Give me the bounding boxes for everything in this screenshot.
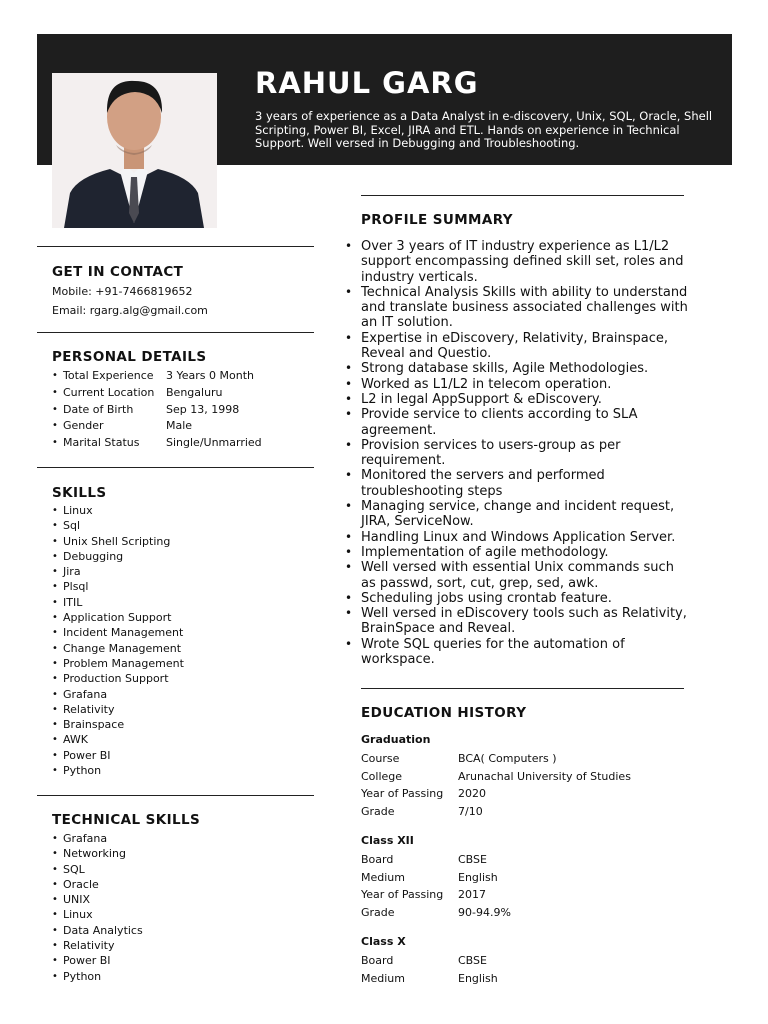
- profile-summary-list: [343, 239, 688, 667]
- detail-key: Gender: [63, 419, 104, 433]
- edu-row: [361, 871, 681, 884]
- edu-key: Grade: [361, 805, 395, 818]
- edu-value: 2017: [458, 888, 486, 901]
- edu-key: Year of Passing: [361, 888, 444, 901]
- edu-key: Grade: [361, 906, 395, 919]
- candidate-name: RAHUL GARG: [255, 66, 479, 100]
- edu-key: Medium: [361, 972, 405, 985]
- edu-key: Medium: [361, 871, 405, 884]
- edu-value: English: [458, 871, 498, 884]
- edu-value: BCA( Computers ): [458, 752, 557, 765]
- personal-detail-item: [52, 418, 312, 435]
- contact-title: GET IN CONTACT: [52, 264, 184, 280]
- detail-key: Current Location: [63, 385, 155, 399]
- skill-item: • Application Support: [52, 610, 184, 625]
- profile-summary-title: PROFILE SUMMARY: [361, 212, 513, 228]
- profile-item: • L2 in legal AppSupport & eDiscovery.: [343, 392, 688, 407]
- technical-skill-item: • Data Analytics: [52, 923, 143, 938]
- mobile-text: Mobile: +91-7466819652: [52, 285, 193, 298]
- skill-item: • Debugging: [52, 549, 184, 564]
- profile-item: • Strong database skills, Agile Methodologies.: [343, 361, 688, 376]
- technical-skill-item: • Relativity: [52, 938, 143, 953]
- class10-heading: Class X: [361, 935, 406, 948]
- edu-row: [361, 888, 681, 901]
- technical-skill-item: • SQL: [52, 862, 143, 877]
- divider: [361, 195, 684, 196]
- graduation-heading: Graduation: [361, 733, 431, 746]
- education-title: EDUCATION HISTORY: [361, 705, 527, 721]
- skill-item: • Jira: [52, 564, 184, 579]
- skill-item: • Sql: [52, 518, 184, 533]
- divider: [37, 246, 314, 247]
- skill-item: • Python: [52, 763, 184, 778]
- technical-skill-item: • Networking: [52, 846, 143, 861]
- technical-skill-item: • Python: [52, 969, 143, 984]
- profile-item: • Provide service to clients according to SLA agreement.: [343, 407, 688, 438]
- profile-item: • Handling Linux and Windows Application Server.: [343, 530, 688, 545]
- profile-item: • Managing service, change and incident request, JIRA, ServiceNow.: [343, 499, 688, 530]
- technical-skill-item: • Linux: [52, 907, 143, 922]
- skill-item: • Production Support: [52, 671, 184, 686]
- profile-item: • Provision services to users-group as per requirement.: [343, 438, 688, 469]
- edu-row: [361, 853, 681, 866]
- edu-row: [361, 787, 681, 800]
- detail-value: Male: [166, 419, 193, 433]
- edu-row: [361, 972, 681, 985]
- personal-details-title: PERSONAL DETAILS: [52, 349, 207, 365]
- edu-key: College: [361, 770, 403, 783]
- technical-skill-item: • UNIX: [52, 892, 143, 907]
- profile-item: • Scheduling jobs using crontab feature.: [343, 591, 688, 606]
- technical-skills-list: [52, 831, 143, 984]
- technical-skill-item: • Power BI: [52, 953, 143, 968]
- skill-item: • Linux: [52, 503, 184, 518]
- profile-item: • Wrote SQL queries for the automation of workspace.: [343, 637, 688, 668]
- profile-item: • Technical Analysis Skills with ability to understand and translate business associated challenges with an IT solution.: [343, 285, 688, 331]
- edu-value: CBSE: [458, 954, 487, 967]
- technical-skills-title: TECHNICAL SKILLS: [52, 812, 201, 828]
- edu-row: [361, 906, 681, 919]
- profile-item: • Implementation of agile methodology.: [343, 545, 688, 560]
- skill-item: • Brainspace: [52, 717, 184, 732]
- skill-item: • Power BI: [52, 748, 184, 763]
- skill-item: • Problem Management: [52, 656, 184, 671]
- skill-item: • Unix Shell Scripting: [52, 534, 184, 549]
- edu-value: Arunachal University of Studies: [458, 770, 631, 783]
- divider: [361, 688, 684, 689]
- profile-item: • Expertise in eDiscovery, Relativity, Brainspace, Reveal and Questio.: [343, 331, 688, 362]
- profile-item: • Monitored the servers and performed troubleshooting steps: [343, 468, 688, 499]
- skill-item: • AWK: [52, 732, 184, 747]
- edu-row: [361, 752, 681, 765]
- divider: [37, 332, 314, 333]
- detail-value: Sep 13, 1998: [166, 402, 240, 416]
- edu-row: [361, 805, 681, 818]
- profile-item: • Well versed with essential Unix commands such as passwd, sort, cut, grep, sed, awk.: [343, 560, 688, 591]
- personal-detail-item: [52, 368, 312, 385]
- edu-value: CBSE: [458, 853, 487, 866]
- detail-key: Marital Status: [63, 436, 140, 450]
- personal-detail-item: [52, 402, 312, 419]
- technical-skill-item: • Grafana: [52, 831, 143, 846]
- personal-detail-item: [52, 385, 312, 402]
- edu-key: Board: [361, 954, 394, 967]
- skill-item: • Change Management: [52, 641, 184, 656]
- class12-heading: Class XII: [361, 834, 414, 847]
- profile-item: • Over 3 years of IT industry experience as L1/L2 support encompassing defined skill set, roles and industry verticals.: [343, 239, 688, 285]
- email-text: Email: rgarg.alg@gmail.com: [52, 304, 208, 317]
- detail-value: 3 Years 0 Month: [166, 369, 254, 382]
- edu-row: [361, 770, 681, 783]
- edu-key: Course: [361, 752, 400, 765]
- skill-item: • Grafana: [52, 687, 184, 702]
- detail-key: Total Experience: [63, 369, 154, 382]
- person-photo-icon: [52, 73, 217, 228]
- profile-item: • Worked as L1/L2 in telecom operation.: [343, 377, 688, 392]
- skills-list: [52, 503, 184, 778]
- divider: [37, 467, 314, 468]
- detail-key: Date of Birth: [63, 402, 134, 416]
- personal-detail-item: [52, 435, 312, 452]
- skill-item: • ITIL: [52, 595, 184, 610]
- edu-value: 7/10: [458, 805, 483, 818]
- header-summary: 3 years of experience as a Data Analyst in e-discovery, Unix, SQL, Oracle, Shell Scripting, Power BI, Excel, JIRA and ETL. Hands on experience in Technical Support. Well versed in Debugging and Troubleshooting.: [255, 109, 713, 150]
- skills-title: SKILLS: [52, 485, 107, 501]
- skill-item: • Plsql: [52, 579, 184, 594]
- edu-value: 90-94.9%: [458, 906, 511, 919]
- detail-value: Single/Unmarried: [166, 436, 262, 450]
- profile-item: • Well versed in eDiscovery tools such as Relativity, BrainSpace and Reveal.: [343, 606, 688, 637]
- technical-skill-item: • Oracle: [52, 877, 143, 892]
- divider: [37, 795, 314, 796]
- skill-item: • Incident Management: [52, 625, 184, 640]
- edu-key: Board: [361, 853, 394, 866]
- edu-value: 2020: [458, 787, 486, 800]
- profile-photo: [52, 73, 217, 228]
- personal-details-list: [52, 368, 312, 452]
- skill-item: • Relativity: [52, 702, 184, 717]
- detail-value: Bengaluru: [166, 385, 223, 399]
- edu-row: [361, 954, 681, 967]
- edu-value: English: [458, 972, 498, 985]
- edu-key: Year of Passing: [361, 787, 444, 800]
